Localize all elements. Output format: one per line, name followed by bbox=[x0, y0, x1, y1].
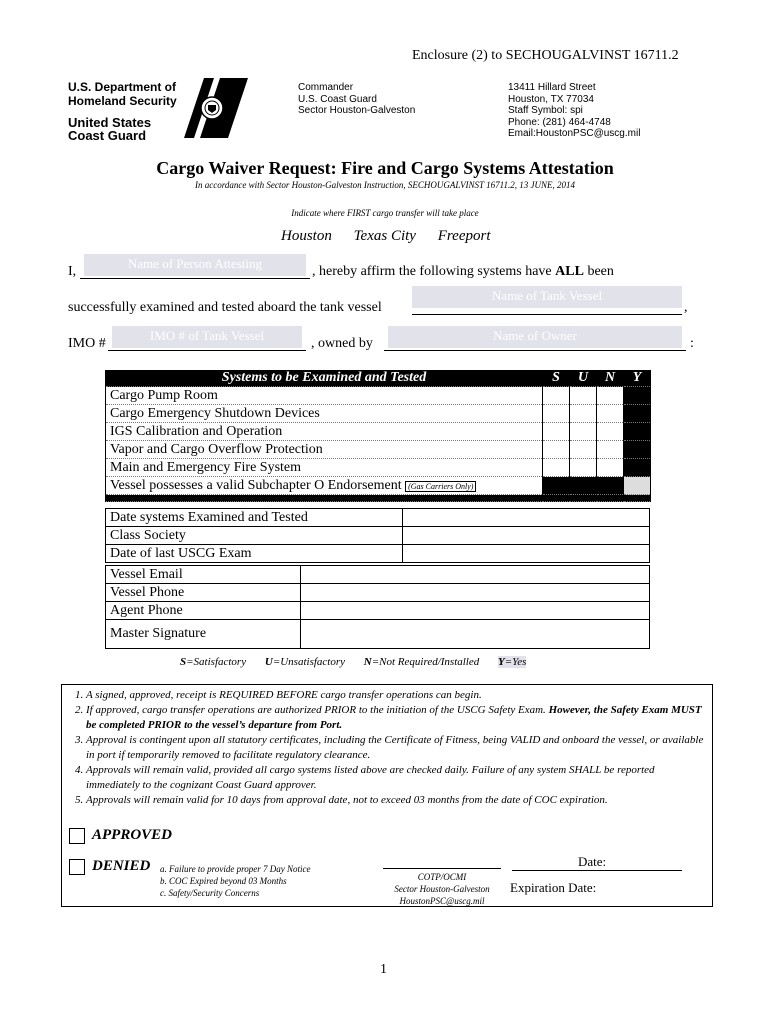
address-contact: 13411 Hillard Street Houston, TX 77034 Staff Symbol: spi Phone: (281) 464-4748 Email:HoustonPSC@uscg.mil bbox=[508, 82, 641, 139]
info-label: Date systems Examined and Tested bbox=[106, 509, 403, 527]
col-header-u: U bbox=[570, 370, 597, 387]
expiration-date-label: Expiration Date: bbox=[510, 880, 597, 895]
col-header-n: N bbox=[597, 370, 624, 387]
port-option-texas-city[interactable]: Texas City bbox=[353, 228, 416, 244]
gas-carriers-note: (Gas Carriers Only) bbox=[405, 481, 476, 492]
col-header-y: Y bbox=[624, 370, 651, 387]
vessel-contact-table bbox=[105, 565, 650, 649]
check-cell-n[interactable] bbox=[597, 459, 624, 477]
systems-header-label: Systems to be Examined and Tested bbox=[106, 370, 543, 387]
cotp-signature-block[interactable]: COTP/OCMI Sector Houston-Galveston HoustonPSC@uscg.mil bbox=[383, 868, 501, 907]
system-label: IGS Calibration and Operation bbox=[106, 423, 543, 441]
legend-item: S=Satisfactory bbox=[180, 656, 247, 668]
table-row bbox=[106, 602, 650, 620]
systems-table-header bbox=[106, 370, 651, 387]
check-cell-u[interactable] bbox=[570, 423, 597, 441]
port-option-freeport[interactable]: Freeport bbox=[437, 228, 491, 244]
master-signature-cell[interactable] bbox=[301, 620, 650, 649]
check-cell-n[interactable] bbox=[597, 387, 624, 405]
system-label: Main and Emergency Fire System bbox=[106, 459, 543, 477]
vessel-info-table bbox=[105, 508, 650, 563]
check-cell-y bbox=[624, 459, 651, 477]
info-label: Date of last USCG Exam bbox=[106, 545, 403, 563]
comma: , bbox=[684, 300, 688, 315]
info-value-cell[interactable] bbox=[301, 602, 650, 620]
table-row bbox=[106, 477, 651, 495]
check-cell-u bbox=[570, 477, 597, 495]
table-row bbox=[106, 584, 650, 602]
check-cell-u[interactable] bbox=[570, 459, 597, 477]
tank-vessel-line bbox=[412, 286, 682, 315]
i-prefix: I, bbox=[68, 264, 77, 279]
check-cell-y bbox=[624, 387, 651, 405]
person-attesting-field[interactable]: Name of Person Attesting bbox=[84, 254, 306, 276]
check-cell-y bbox=[624, 405, 651, 423]
info-label: Master Signature bbox=[106, 620, 301, 649]
address-commander: Commander U.S. Coast Guard Sector Houston-Galveston bbox=[298, 82, 416, 116]
check-cell-s[interactable] bbox=[543, 441, 570, 459]
list-item: 2. If approved, cargo transfer operations are authorized PRIOR to the initiation of the USCG Safety Exam. However, the Safety Exam MUST be completed PRIOR to the vessel’s departure from Port. bbox=[86, 703, 706, 733]
system-label: Vapor and Cargo Overflow Protection bbox=[106, 441, 543, 459]
table-row bbox=[106, 441, 651, 459]
owner-line bbox=[384, 326, 686, 351]
info-value-cell[interactable] bbox=[301, 584, 650, 602]
status-legend bbox=[180, 656, 542, 668]
transfer-location-instruction: Indicate where FIRST cargo transfer will take place bbox=[291, 208, 479, 218]
legend-item: N=Not Required/Installed bbox=[363, 656, 480, 668]
list-item: 3. Approval is contingent upon all statutory certificates, including the Certificate of Fitness, being VALID and onboard the vessel, or available in port if temporarily removed to facilitate regulatory clearance. bbox=[86, 733, 706, 763]
denied-checkbox[interactable] bbox=[69, 859, 85, 875]
check-cell-s[interactable] bbox=[543, 387, 570, 405]
check-cell-y bbox=[624, 423, 651, 441]
info-label: Agent Phone bbox=[106, 602, 301, 620]
check-cell-u[interactable] bbox=[570, 387, 597, 405]
uscg-logo-text: United States Coast Guard bbox=[68, 115, 152, 143]
table-row bbox=[106, 620, 650, 649]
coast-guard-stripe-icon bbox=[170, 78, 248, 138]
colon: : bbox=[690, 336, 694, 351]
legend-item: Y=Yes bbox=[498, 656, 527, 668]
table-row bbox=[106, 423, 651, 441]
check-cell-n[interactable] bbox=[597, 441, 624, 459]
denied-label: DENIED bbox=[92, 858, 151, 874]
list-item: 1. A signed, approved, receipt is REQUIRED BEFORE cargo transfer operations can begin. bbox=[86, 688, 706, 703]
dhs-logo-text: U.S. Department of Homeland Security bbox=[68, 80, 177, 108]
imo-prefix: IMO # bbox=[68, 336, 106, 351]
info-value-cell[interactable] bbox=[301, 566, 650, 584]
imo-line bbox=[108, 326, 306, 351]
tank-vessel-field[interactable]: Name of Tank Vessel bbox=[412, 286, 682, 308]
check-cell-y[interactable] bbox=[624, 477, 651, 495]
check-cell-n bbox=[597, 477, 624, 495]
table-row bbox=[106, 387, 651, 405]
table-divider bbox=[106, 495, 651, 502]
system-label: Cargo Emergency Shutdown Devices bbox=[106, 405, 543, 423]
check-cell-u[interactable] bbox=[570, 405, 597, 423]
check-cell-s bbox=[543, 477, 570, 495]
check-cell-s[interactable] bbox=[543, 423, 570, 441]
legend-item: U=Unsatisfactory bbox=[264, 656, 346, 668]
info-value-cell[interactable] bbox=[403, 509, 650, 527]
list-item: 4. Approvals will remain valid, provided all cargo systems listed above are checked daily. Failure of any system SHALL be reported immediately to the cognizant Coast Guard approver. bbox=[86, 763, 706, 793]
check-cell-y bbox=[624, 441, 651, 459]
check-cell-n[interactable] bbox=[597, 423, 624, 441]
date-label: Date: bbox=[578, 854, 607, 869]
examined-text: successfully examined and tested aboard the tank vessel bbox=[68, 300, 382, 315]
info-label: Vessel Email bbox=[106, 566, 301, 584]
check-cell-u[interactable] bbox=[570, 441, 597, 459]
info-value-cell[interactable] bbox=[403, 545, 650, 563]
page-number: 1 bbox=[380, 962, 387, 977]
table-row bbox=[106, 527, 650, 545]
system-label: Cargo Pump Room bbox=[106, 387, 543, 405]
document-subtitle: In accordance with Sector Houston-Galveston Instruction, SECHOUGALVINST 16711.2, 13 JUNE, 2014 bbox=[195, 180, 575, 190]
list-item: 5. Approvals will remain valid for 10 days from approval date, not to exceed 03 months from the date of COC expiration. bbox=[86, 793, 706, 808]
approved-label: APPROVED bbox=[92, 827, 173, 843]
affirm-text: , hereby affirm the following systems have ALL been bbox=[312, 264, 614, 279]
check-cell-n[interactable] bbox=[597, 405, 624, 423]
check-cell-s[interactable] bbox=[543, 405, 570, 423]
system-label: Vessel possesses a valid Subchapter O Endorsement (Gas Carriers Only) bbox=[106, 477, 543, 495]
table-row bbox=[106, 545, 650, 563]
port-option-houston[interactable]: Houston bbox=[281, 228, 332, 244]
col-header-s: S bbox=[543, 370, 570, 387]
info-label: Vessel Phone bbox=[106, 584, 301, 602]
table-row bbox=[106, 405, 651, 423]
owner-field[interactable]: Name of Owner bbox=[388, 326, 682, 348]
enclosure-reference: Enclosure (2) to SECHOUGALVINST 16711.2 bbox=[412, 48, 679, 63]
approved-checkbox[interactable] bbox=[69, 828, 85, 844]
owned-by-text: , owned by bbox=[311, 336, 373, 351]
document-title: Cargo Waiver Request: Fire and Cargo Systems Attestation bbox=[156, 158, 614, 178]
info-value-cell[interactable] bbox=[403, 527, 650, 545]
table-row bbox=[106, 459, 651, 477]
imo-field[interactable]: IMO # of Tank Vessel bbox=[112, 326, 302, 348]
systems-table bbox=[105, 370, 651, 502]
table-row bbox=[106, 566, 650, 584]
info-label: Class Society bbox=[106, 527, 403, 545]
conditions-list bbox=[86, 688, 706, 808]
person-attesting-line bbox=[80, 254, 310, 279]
port-options bbox=[281, 228, 508, 245]
check-cell-s[interactable] bbox=[543, 459, 570, 477]
table-row bbox=[106, 509, 650, 527]
date-line[interactable] bbox=[512, 870, 682, 871]
denial-reasons: a. Failure to provide proper 7 Day Notice b. COC Expired beyond 03 Months c. Safety/Security Concerns bbox=[160, 864, 311, 898]
